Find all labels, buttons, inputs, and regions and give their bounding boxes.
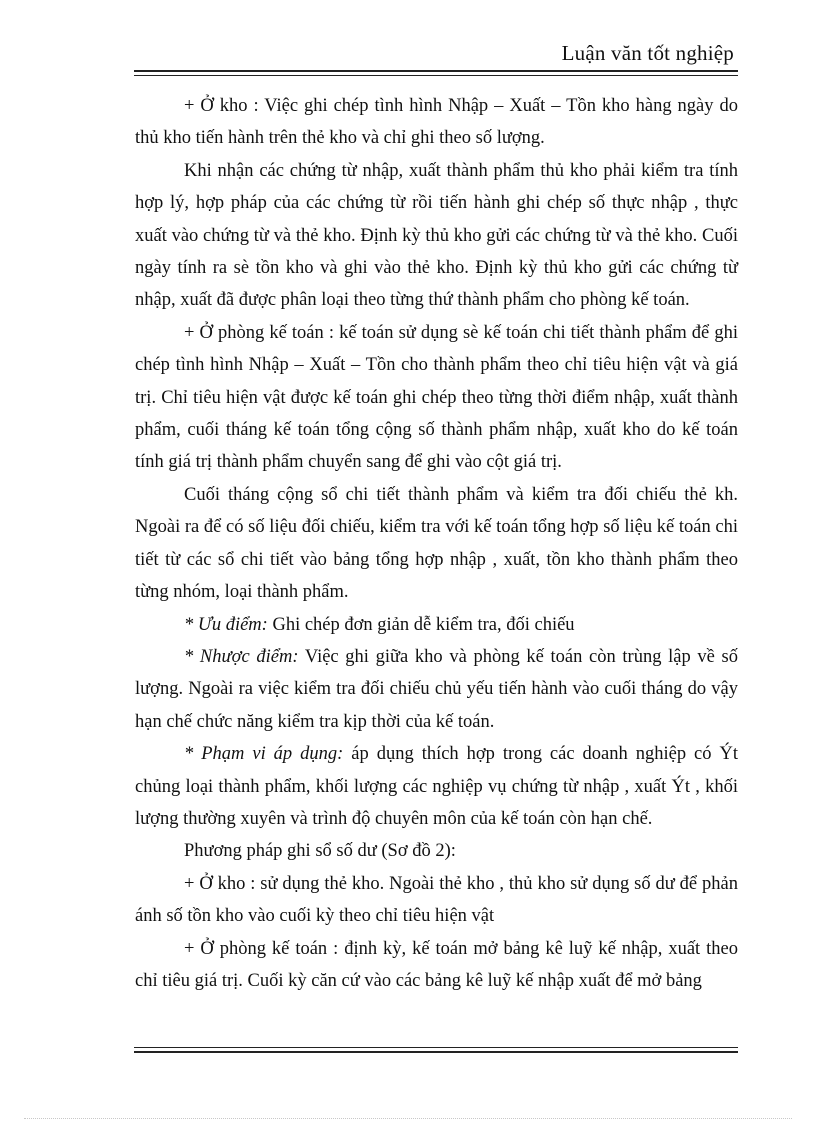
paragraph-balance-method-heading: Phương pháp ghi sổ số dư (Sơ đồ 2): <box>184 841 456 862</box>
scope-text: áp dụng thích hợp trong các doanh nghiệp có Ýt chủng loại thành phẩm, khối lượng các nghiệp vụ chứng từ nhập , xuất Ýt , khối lượng thường xuyên và trình độ chuyên môn của kế toán còn hạn chế. <box>135 744 738 829</box>
paragraph-warehouse-balance: + Ở kho : sử dụng thẻ kho. Ngoài thẻ kho , thủ kho sử dụng số dư để phản ánh số tồn kho vào cuối kỳ theo chỉ tiêu hiện vật <box>135 873 738 927</box>
header-rule-thin <box>134 75 738 76</box>
page-header-title: Luận văn tốt nghiệp <box>561 41 734 65</box>
paragraph-disadvantages <box>135 641 738 738</box>
footer-rule-thin <box>134 1047 738 1048</box>
paragraph-month-end: Cuối tháng cộng sổ chi tiết thành phẩm và kiểm tra đối chiếu thẻ kh. Ngoài ra để có số liệu đối chiếu, kiểm tra với kế toán tổng hợp số liệu kế toán chi tiết từ các sổ chi tiết vào bảng tổng hợp nhập , xuất, tồn kho thành phẩm theo từng nhóm, loại thành phẩm. <box>135 484 738 603</box>
advantages-text: Ghi chép đơn giản dễ kiểm tra, đối chiếu <box>267 614 575 635</box>
paragraph-accounting-periodic: + Ở phòng kế toán : định kỳ, kế toán mở bảng kê luỹ kế nhập, xuất theo chỉ tiêu giá trị. Cuối kỳ căn cứ vào các bảng kê luỹ kế nhập xuất để mở bảng <box>135 938 738 991</box>
paragraph-scope <box>135 738 738 835</box>
scope-label: * Phạm vi áp dụng: <box>184 744 344 765</box>
advantages-label: * Ưu điểm: <box>184 614 268 635</box>
footer-rule-thick <box>134 1051 738 1053</box>
paragraph-receiving-documents: Khi nhận các chứng từ nhập, xuất thành phẩm thủ kho phải kiểm tra tính hợp lý, hợp pháp của các chứng từ rồi tiến hành ghi chép số thực nhập , thực xuất vào chứng từ và thẻ kho. Định kỳ thủ kho gửi các chứng từ và thẻ kho. Cuối ngày tính ra sè tồn kho và ghi vào thẻ kho. Định kỳ thủ kho gửi các chứng từ nhập, xuất đã được phân loại theo từng thứ thành phẩm cho phòng kế toán. <box>135 160 738 311</box>
paragraph-kho-recording: + Ở kho : Việc ghi chép tình hình Nhập – Xuất – Tồn kho hàng ngày do thủ kho tiến hành trên thẻ kho và chỉ ghi theo số lượng. <box>135 96 738 149</box>
paragraph-accounting-office: + Ở phòng kế toán : kế toán sử dụng sè kế toán chi tiết thành phẩm để ghi chép tình hình Nhập – Xuất – Tồn cho thành phẩm theo chỉ tiêu hiện vật và giá trị. Chỉ tiêu hiện vật được kế toán ghi chép theo từng thời điểm nhập, xuất thành phẩm, cuối tháng kế toán tổng cộng số thành phẩm nhập, xuất kho do kế toán tính giá trị thành phẩm chuyển sang để ghi vào cột giá trị. <box>135 322 738 473</box>
disadvantages-label: * Nhược điểm: <box>184 646 299 667</box>
page-bottom-edge <box>24 1118 792 1119</box>
paragraph-advantages <box>135 609 738 641</box>
disadvantages-text: Việc ghi giữa kho và phòng kế toán còn trùng lập về số lượng. Ngoài ra việc kiểm tra đối chiếu chủ yếu tiến hành vào cuối tháng do vậy hạn chế chức năng kiểm tra kịp thời của kế toán. <box>135 646 738 732</box>
header-rule-thick <box>134 70 738 72</box>
document-body <box>135 90 738 997</box>
